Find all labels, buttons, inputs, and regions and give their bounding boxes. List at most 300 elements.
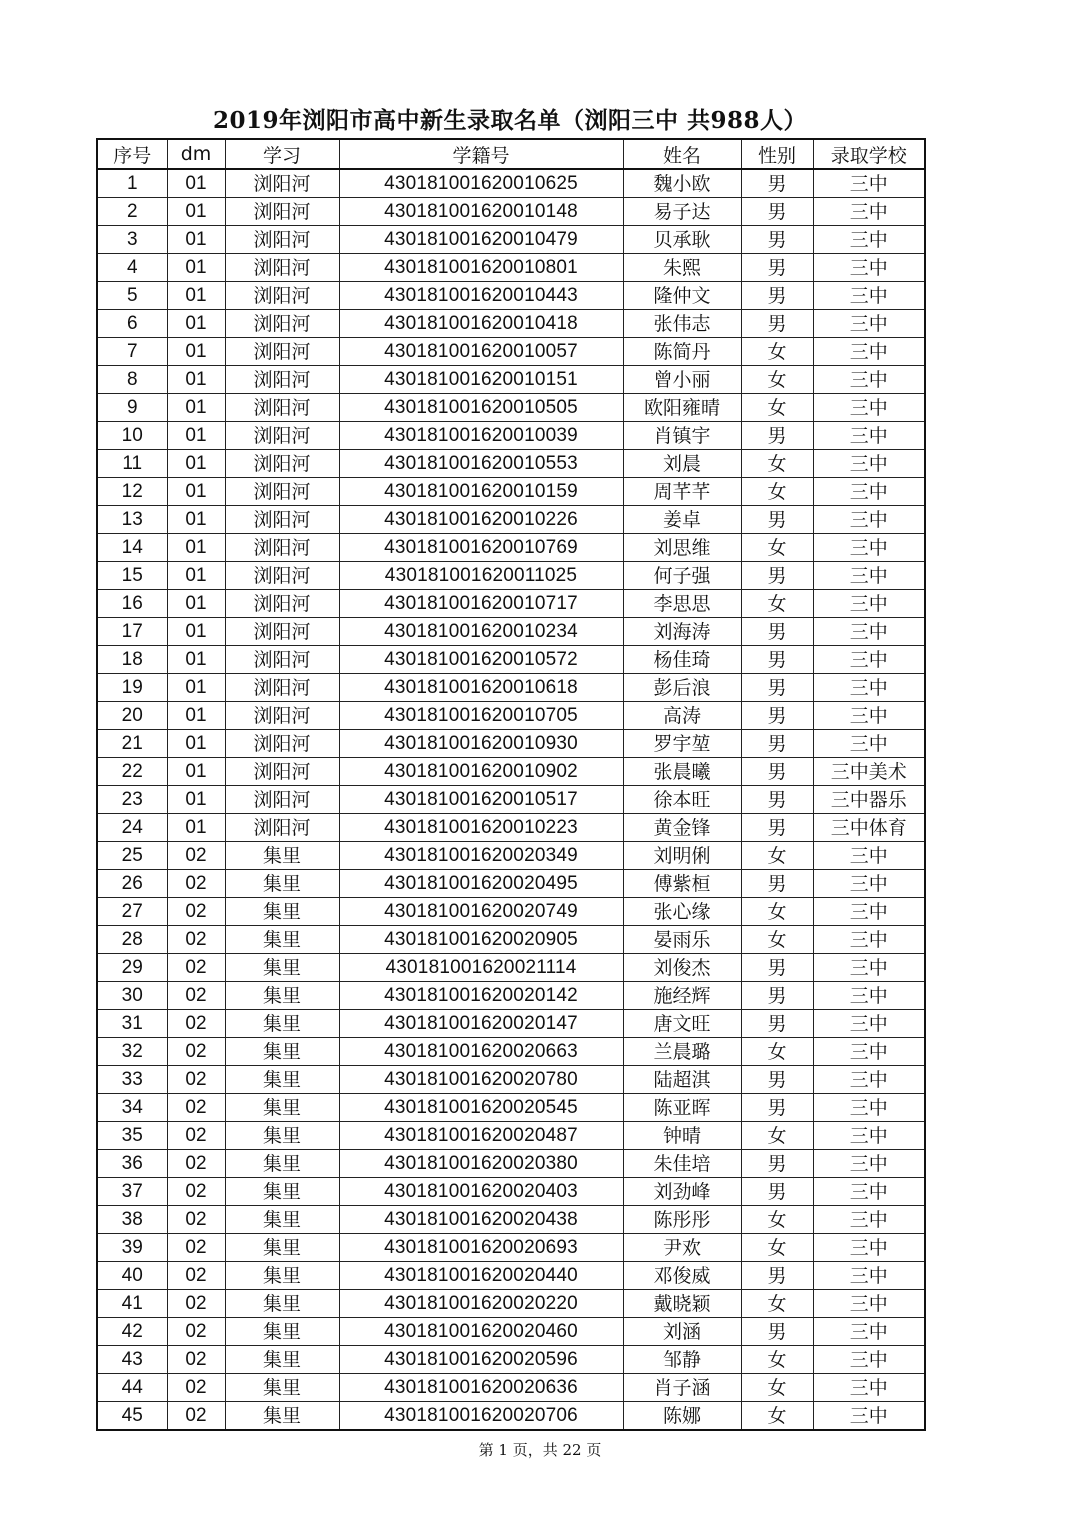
gender-cell: 男 — [741, 506, 813, 534]
dm-cell: 01 — [167, 758, 225, 786]
dm-cell: 01 — [167, 646, 225, 674]
dm-cell: 02 — [167, 1122, 225, 1150]
school-cell: 三中 — [813, 562, 925, 590]
student-id-cell: 430181001620020693 — [339, 1234, 623, 1262]
name-cell: 肖镇宇 — [623, 422, 741, 450]
gender-cell: 男 — [741, 1318, 813, 1346]
gender-cell: 男 — [741, 1010, 813, 1038]
dm-cell: 01 — [167, 534, 225, 562]
gender-cell: 女 — [741, 1402, 813, 1431]
school-cell: 三中 — [813, 506, 925, 534]
study-cell: 集里 — [225, 1402, 339, 1431]
study-cell: 浏阳河 — [225, 450, 339, 478]
student-id-cell: 430181001620010505 — [339, 394, 623, 422]
study-cell: 浏阳河 — [225, 618, 339, 646]
student-id-cell: 430181001620010717 — [339, 590, 623, 618]
column-header-school: 录取学校 — [813, 139, 925, 169]
gender-cell: 女 — [741, 478, 813, 506]
seq-cell: 34 — [97, 1094, 167, 1122]
name-cell: 陈娜 — [623, 1402, 741, 1431]
study-cell: 浏阳河 — [225, 169, 339, 198]
student-id-cell: 430181001620010443 — [339, 282, 623, 310]
study-cell: 浏阳河 — [225, 786, 339, 814]
student-id-cell: 430181001620010553 — [339, 450, 623, 478]
study-cell: 浏阳河 — [225, 198, 339, 226]
name-cell: 朱熙 — [623, 254, 741, 282]
gender-cell: 女 — [741, 898, 813, 926]
school-cell: 三中 — [813, 198, 925, 226]
school-cell: 三中 — [813, 394, 925, 422]
dm-cell: 02 — [167, 1010, 225, 1038]
dm-cell: 01 — [167, 674, 225, 702]
seq-cell: 37 — [97, 1178, 167, 1206]
seq-cell: 32 — [97, 1038, 167, 1066]
table-row — [97, 534, 925, 562]
seq-cell: 38 — [97, 1206, 167, 1234]
student-id-cell: 430181001620010801 — [339, 254, 623, 282]
school-cell: 三中 — [813, 870, 925, 898]
student-id-cell: 430181001620010418 — [339, 310, 623, 338]
table-row — [97, 282, 925, 310]
school-cell: 三中 — [813, 338, 925, 366]
dm-cell: 01 — [167, 198, 225, 226]
school-cell: 三中 — [813, 1122, 925, 1150]
dm-cell: 02 — [167, 1038, 225, 1066]
table-row — [97, 1234, 925, 1262]
dm-cell: 01 — [167, 422, 225, 450]
seq-cell: 33 — [97, 1066, 167, 1094]
seq-cell: 12 — [97, 478, 167, 506]
gender-cell: 男 — [741, 310, 813, 338]
study-cell: 集里 — [225, 1290, 339, 1318]
seq-cell: 30 — [97, 982, 167, 1010]
seq-cell: 24 — [97, 814, 167, 842]
school-cell: 三中 — [813, 1094, 925, 1122]
school-cell: 三中 — [813, 646, 925, 674]
student-id-cell: 430181001620020349 — [339, 842, 623, 870]
study-cell: 集里 — [225, 1010, 339, 1038]
dm-cell: 02 — [167, 1094, 225, 1122]
name-cell: 何子强 — [623, 562, 741, 590]
dm-cell: 01 — [167, 478, 225, 506]
school-cell: 三中 — [813, 702, 925, 730]
column-header-dm: dm — [167, 139, 225, 169]
table-row — [97, 618, 925, 646]
student-id-cell: 430181001620020147 — [339, 1010, 623, 1038]
name-cell: 陈简丹 — [623, 338, 741, 366]
school-cell: 三中 — [813, 534, 925, 562]
student-id-cell: 430181001620020780 — [339, 1066, 623, 1094]
seq-cell: 16 — [97, 590, 167, 618]
table-row — [97, 982, 925, 1010]
seq-cell: 43 — [97, 1346, 167, 1374]
dm-cell: 01 — [167, 226, 225, 254]
student-id-cell: 430181001620010517 — [339, 786, 623, 814]
student-id-cell: 430181001620010618 — [339, 674, 623, 702]
name-cell: 刘明俐 — [623, 842, 741, 870]
student-id-cell: 430181001620010930 — [339, 730, 623, 758]
student-id-cell: 430181001620010479 — [339, 226, 623, 254]
dm-cell: 02 — [167, 898, 225, 926]
table-row — [97, 786, 925, 814]
dm-cell: 02 — [167, 1206, 225, 1234]
name-cell: 陈亚晖 — [623, 1094, 741, 1122]
seq-cell: 10 — [97, 422, 167, 450]
student-id-cell: 430181001620021114 — [339, 954, 623, 982]
name-cell: 李思思 — [623, 590, 741, 618]
dm-cell: 01 — [167, 282, 225, 310]
student-id-cell: 430181001620020905 — [339, 926, 623, 954]
table-row — [97, 506, 925, 534]
table-row — [97, 1094, 925, 1122]
school-cell: 三中 — [813, 1038, 925, 1066]
gender-cell: 女 — [741, 1374, 813, 1402]
name-cell: 隆仲文 — [623, 282, 741, 310]
name-cell: 施经辉 — [623, 982, 741, 1010]
school-cell: 三中 — [813, 1206, 925, 1234]
name-cell: 杨佳琦 — [623, 646, 741, 674]
student-id-cell: 430181001620020636 — [339, 1374, 623, 1402]
name-cell: 罗宇堃 — [623, 730, 741, 758]
gender-cell: 男 — [741, 758, 813, 786]
school-cell: 三中 — [813, 169, 925, 198]
header-row — [97, 139, 925, 169]
seq-cell: 17 — [97, 618, 167, 646]
name-cell: 刘海涛 — [623, 618, 741, 646]
study-cell: 集里 — [225, 1122, 339, 1150]
table-row — [97, 926, 925, 954]
seq-cell: 2 — [97, 198, 167, 226]
dm-cell: 01 — [167, 169, 225, 198]
name-cell: 戴晓颖 — [623, 1290, 741, 1318]
gender-cell: 女 — [741, 590, 813, 618]
dm-cell: 02 — [167, 1374, 225, 1402]
dm-cell: 02 — [167, 1402, 225, 1431]
dm-cell: 01 — [167, 618, 225, 646]
seq-cell: 25 — [97, 842, 167, 870]
study-cell: 浏阳河 — [225, 534, 339, 562]
column-header-study: 学习 — [225, 139, 339, 169]
school-cell: 三中 — [813, 254, 925, 282]
gender-cell: 女 — [741, 450, 813, 478]
seq-cell: 28 — [97, 926, 167, 954]
name-cell: 张伟志 — [623, 310, 741, 338]
dm-cell: 02 — [167, 926, 225, 954]
seq-cell: 4 — [97, 254, 167, 282]
name-cell: 曾小丽 — [623, 366, 741, 394]
name-cell: 张晨曦 — [623, 758, 741, 786]
student-id-cell: 430181001620020749 — [339, 898, 623, 926]
table-row — [97, 1206, 925, 1234]
name-cell: 黄金锋 — [623, 814, 741, 842]
table-body — [97, 169, 925, 1430]
school-cell: 三中 — [813, 1234, 925, 1262]
dm-cell: 02 — [167, 1178, 225, 1206]
dm-cell: 01 — [167, 366, 225, 394]
study-cell: 集里 — [225, 1234, 339, 1262]
gender-cell: 女 — [741, 394, 813, 422]
school-cell: 三中 — [813, 282, 925, 310]
seq-cell: 15 — [97, 562, 167, 590]
seq-cell: 1 — [97, 169, 167, 198]
study-cell: 浏阳河 — [225, 310, 339, 338]
school-cell: 三中 — [813, 1290, 925, 1318]
seq-cell: 6 — [97, 310, 167, 338]
column-header-name: 姓名 — [623, 139, 741, 169]
gender-cell: 男 — [741, 954, 813, 982]
table-row — [97, 338, 925, 366]
table-row — [97, 422, 925, 450]
seq-cell: 8 — [97, 366, 167, 394]
student-id-cell: 430181001620020380 — [339, 1150, 623, 1178]
school-cell: 三中 — [813, 422, 925, 450]
school-cell: 三中 — [813, 1150, 925, 1178]
dm-cell: 02 — [167, 982, 225, 1010]
school-cell: 三中 — [813, 1066, 925, 1094]
column-header-gender: 性别 — [741, 139, 813, 169]
study-cell: 浏阳河 — [225, 394, 339, 422]
dm-cell: 02 — [167, 842, 225, 870]
table-row — [97, 814, 925, 842]
student-id-cell: 430181001620010223 — [339, 814, 623, 842]
table-row — [97, 1178, 925, 1206]
dm-cell: 02 — [167, 870, 225, 898]
dm-cell: 02 — [167, 954, 225, 982]
school-cell: 三中 — [813, 898, 925, 926]
gender-cell: 女 — [741, 926, 813, 954]
school-cell: 三中 — [813, 478, 925, 506]
study-cell: 浏阳河 — [225, 338, 339, 366]
study-cell: 集里 — [225, 926, 339, 954]
seq-cell: 40 — [97, 1262, 167, 1290]
gender-cell: 男 — [741, 169, 813, 198]
table-row — [97, 702, 925, 730]
name-cell: 高涛 — [623, 702, 741, 730]
page-title: 2019年浏阳市高中新生录取名单（浏阳三中 共988人） — [212, 107, 808, 134]
seq-cell: 29 — [97, 954, 167, 982]
column-header-student-id: 学籍号 — [339, 139, 623, 169]
name-cell: 欧阳雍晴 — [623, 394, 741, 422]
gender-cell: 男 — [741, 870, 813, 898]
study-cell: 集里 — [225, 842, 339, 870]
name-cell: 魏小欧 — [623, 169, 741, 198]
study-cell: 浏阳河 — [225, 758, 339, 786]
seq-cell: 41 — [97, 1290, 167, 1318]
table-row — [97, 198, 925, 226]
name-cell: 刘思维 — [623, 534, 741, 562]
table-row — [97, 1374, 925, 1402]
name-cell: 彭后浪 — [623, 674, 741, 702]
seq-cell: 9 — [97, 394, 167, 422]
study-cell: 集里 — [225, 1318, 339, 1346]
gender-cell: 女 — [741, 1346, 813, 1374]
dm-cell: 02 — [167, 1262, 225, 1290]
seq-cell: 7 — [97, 338, 167, 366]
study-cell: 集里 — [225, 954, 339, 982]
table-row — [97, 226, 925, 254]
school-cell: 三中美术 — [813, 758, 925, 786]
dm-cell: 01 — [167, 590, 225, 618]
school-cell: 三中 — [813, 926, 925, 954]
dm-cell: 01 — [167, 786, 225, 814]
study-cell: 浏阳河 — [225, 674, 339, 702]
study-cell: 浏阳河 — [225, 506, 339, 534]
seq-cell: 3 — [97, 226, 167, 254]
gender-cell: 男 — [741, 674, 813, 702]
table-row — [97, 366, 925, 394]
study-cell: 集里 — [225, 1262, 339, 1290]
seq-cell: 11 — [97, 450, 167, 478]
table-row — [97, 646, 925, 674]
gender-cell: 男 — [741, 646, 813, 674]
study-cell: 集里 — [225, 1346, 339, 1374]
name-cell: 邓俊威 — [623, 1262, 741, 1290]
dm-cell: 01 — [167, 254, 225, 282]
school-cell: 三中器乐 — [813, 786, 925, 814]
dm-cell: 02 — [167, 1066, 225, 1094]
table-row — [97, 1346, 925, 1374]
study-cell: 集里 — [225, 1178, 339, 1206]
student-id-cell: 430181001620010159 — [339, 478, 623, 506]
school-cell: 三中 — [813, 1346, 925, 1374]
name-cell: 刘涵 — [623, 1318, 741, 1346]
name-cell: 陆超淇 — [623, 1066, 741, 1094]
school-cell: 三中 — [813, 590, 925, 618]
study-cell: 浏阳河 — [225, 366, 339, 394]
seq-cell: 23 — [97, 786, 167, 814]
seq-cell: 18 — [97, 646, 167, 674]
study-cell: 集里 — [225, 1206, 339, 1234]
student-id-cell: 430181001620020440 — [339, 1262, 623, 1290]
table-row — [97, 1318, 925, 1346]
table-row — [97, 842, 925, 870]
table-row — [97, 1290, 925, 1318]
school-cell: 三中 — [813, 674, 925, 702]
seq-cell: 5 — [97, 282, 167, 310]
name-cell: 易子达 — [623, 198, 741, 226]
seq-cell: 35 — [97, 1122, 167, 1150]
seq-cell: 20 — [97, 702, 167, 730]
study-cell: 集里 — [225, 982, 339, 1010]
table-row — [97, 898, 925, 926]
name-cell: 刘劲峰 — [623, 1178, 741, 1206]
study-cell: 浏阳河 — [225, 422, 339, 450]
school-cell: 三中 — [813, 310, 925, 338]
table-row — [97, 1402, 925, 1431]
study-cell: 集里 — [225, 1374, 339, 1402]
table-row — [97, 954, 925, 982]
school-cell: 三中 — [813, 1262, 925, 1290]
table-row — [97, 1122, 925, 1150]
student-id-cell: 430181001620010057 — [339, 338, 623, 366]
student-id-cell: 430181001620020495 — [339, 870, 623, 898]
student-id-cell: 430181001620020142 — [339, 982, 623, 1010]
study-cell: 集里 — [225, 1066, 339, 1094]
dm-cell: 01 — [167, 506, 225, 534]
gender-cell: 男 — [741, 1178, 813, 1206]
gender-cell: 男 — [741, 814, 813, 842]
gender-cell: 男 — [741, 1066, 813, 1094]
dm-cell: 02 — [167, 1150, 225, 1178]
dm-cell: 02 — [167, 1346, 225, 1374]
name-cell: 唐文旺 — [623, 1010, 741, 1038]
name-cell: 刘晨 — [623, 450, 741, 478]
name-cell: 贝承耿 — [623, 226, 741, 254]
gender-cell: 男 — [741, 982, 813, 1010]
school-cell: 三中 — [813, 982, 925, 1010]
study-cell: 浏阳河 — [225, 646, 339, 674]
student-id-cell: 430181001620010902 — [339, 758, 623, 786]
student-id-cell: 430181001620010705 — [339, 702, 623, 730]
student-id-cell: 430181001620020220 — [339, 1290, 623, 1318]
name-cell: 邹静 — [623, 1346, 741, 1374]
table-row — [97, 674, 925, 702]
seq-cell: 27 — [97, 898, 167, 926]
school-cell: 三中 — [813, 954, 925, 982]
gender-cell: 男 — [741, 254, 813, 282]
name-cell: 张心缘 — [623, 898, 741, 926]
gender-cell: 男 — [741, 422, 813, 450]
school-cell: 三中 — [813, 1318, 925, 1346]
seq-cell: 22 — [97, 758, 167, 786]
gender-cell: 女 — [741, 1290, 813, 1318]
table-row — [97, 870, 925, 898]
study-cell: 浏阳河 — [225, 478, 339, 506]
seq-cell: 39 — [97, 1234, 167, 1262]
study-cell: 浏阳河 — [225, 254, 339, 282]
student-id-cell: 430181001620020403 — [339, 1178, 623, 1206]
column-header-seq: 序号 — [97, 139, 167, 169]
page-number: 第 1 页，共 22 页 — [478, 1441, 602, 1459]
student-id-cell: 430181001620020596 — [339, 1346, 623, 1374]
study-cell: 浏阳河 — [225, 590, 339, 618]
gender-cell: 男 — [741, 730, 813, 758]
school-cell: 三中 — [813, 226, 925, 254]
gender-cell: 男 — [741, 226, 813, 254]
table-row — [97, 478, 925, 506]
gender-cell: 男 — [741, 618, 813, 646]
table-row — [97, 169, 925, 198]
table-row — [97, 1150, 925, 1178]
gender-cell: 女 — [741, 1206, 813, 1234]
gender-cell: 男 — [741, 1150, 813, 1178]
table-row — [97, 590, 925, 618]
seq-cell: 44 — [97, 1374, 167, 1402]
study-cell: 集里 — [225, 898, 339, 926]
name-cell: 徐本旺 — [623, 786, 741, 814]
seq-cell: 21 — [97, 730, 167, 758]
student-id-cell: 430181001620010039 — [339, 422, 623, 450]
table-row — [97, 450, 925, 478]
table-row — [97, 1066, 925, 1094]
student-id-cell: 430181001620020706 — [339, 1402, 623, 1431]
study-cell: 浏阳河 — [225, 282, 339, 310]
gender-cell: 男 — [741, 198, 813, 226]
name-cell: 朱佳培 — [623, 1150, 741, 1178]
seq-cell: 36 — [97, 1150, 167, 1178]
student-id-cell: 430181001620010148 — [339, 198, 623, 226]
seq-cell: 19 — [97, 674, 167, 702]
dm-cell: 01 — [167, 702, 225, 730]
student-id-cell: 430181001620020663 — [339, 1038, 623, 1066]
seq-cell: 26 — [97, 870, 167, 898]
study-cell: 浏阳河 — [225, 702, 339, 730]
student-id-cell: 430181001620020545 — [339, 1094, 623, 1122]
seq-cell: 13 — [97, 506, 167, 534]
gender-cell: 男 — [741, 282, 813, 310]
table-row — [97, 758, 925, 786]
school-cell: 三中 — [813, 366, 925, 394]
